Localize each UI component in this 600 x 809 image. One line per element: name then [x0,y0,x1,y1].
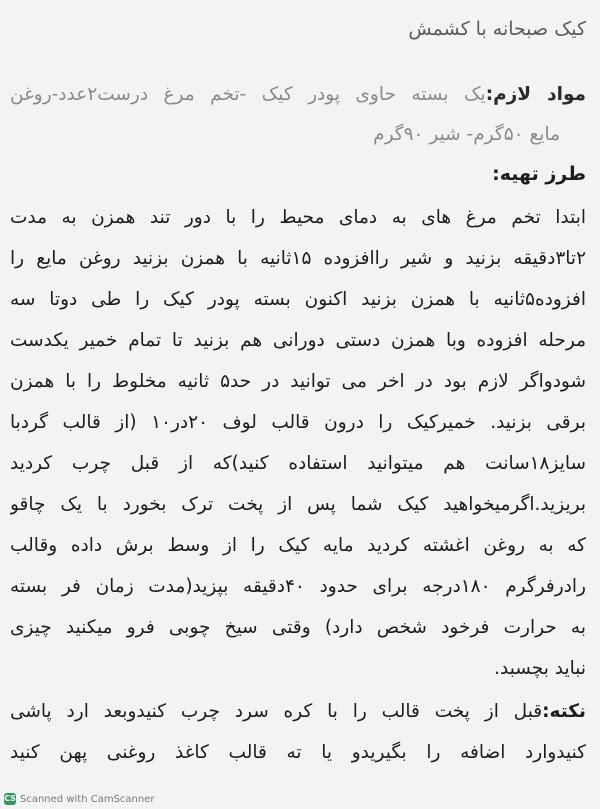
method-line-12: نباید بچسبد. [494,658,586,679]
method-line-6: برقی بزنید. خمیرکیک را درون قالب لوف ۲۰در۱۰ (از قالب گردبا [10,412,586,433]
method-line-10: رادرفرگرم ۱۸۰درجه برای حدود ۴۰دقیقه بپزید(مدت زمان فر بسته [10,576,586,597]
ingredients-line-1 [10,80,586,110]
note-label: نکته: [542,701,586,722]
note-line-1 [10,697,586,727]
ingredients-text-1: یک بسته حاوی پودر کیک -تخم مرغ درست۲عدد-روغن [10,84,486,105]
method-line-8: بریزید.اگرمیخواهید کیک شما پس از پخت ترک بخورد با یک چاقو [10,494,586,515]
recipe-title: کیک صبحانه با کشمش [408,18,586,40]
note-line-2: کنیدوارد اضافه را بگیریدو یا ته قالب کاغذ روغنی پهن کنید [10,742,586,763]
scanner-watermark-text: Scanned with CamScanner [20,793,155,805]
method-line-1: ابتدا تخم مرغ های به دمای محیط را با دور تند همزن به مدت [10,207,586,228]
camscanner-icon: CS [4,794,16,803]
method-line-2: ۲تا۳دقیقه بزنید و شیر راافزوده ۱۵ثانیه با همزن بزنید روغن مایع را [10,248,586,269]
scanner-watermark [4,793,155,805]
method-line-4: مرحله افزوده وبا همزن دستی دورانی هم بزنید تا تمام خمیر یکدست [10,330,586,351]
method-line-9: که به روغن اغشته کردید مایه کیک را از وسط برش داده وقالب [10,535,586,556]
method-heading: طرز تهیه: [492,163,586,185]
method-line-5: شودواگر لازم بود در اخر می توانید در حد۵ ثانیه مخلوط را با همزن [10,371,586,392]
method-line-7: سایز۱۸سانت هم میتوانید استفاده کنید)که از قبل چرب کردید [10,453,586,474]
ingredients-label: مواد لازم: [485,84,586,105]
method-line-3: افزوده۵ثانیه با همزن بزنید اکنون بسته پودر کیک را طی دوتا سه [10,289,586,310]
method-line-11: به حرارت فرخود شخص دارد) وقتی سیخ چوبی فرو میکنید چیزی [10,617,586,638]
note-text-1: قبل از پخت قالب را با کره سرد چرب کنیدوبعد ارد پاشی [10,701,543,722]
ingredients-line-2: مایع ۵۰گرم- شیر ۹۰گرم [373,124,560,145]
